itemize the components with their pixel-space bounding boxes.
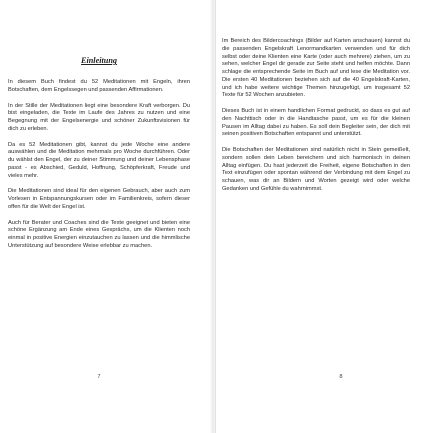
right-paragraph-2: Dieses Buch ist in einem handlichen Format gedruckt, so dass es gut auf den Nachttisch oder in die Handtasche passt, um es für die kleinen Pausen im Alltag dabei zu haben. Es soll dein Begleiter sein, der dich mit seinen positiven Botschaften entspannt und unterstützt. [222,108,410,138]
left-paragraph-1: In diesem Buch findest du 52 Meditationen mit Engeln, ihren Botschaften, dem Engelssegen und passenden Affirmationen. [8,79,190,93]
page-title: Einleitung [81,56,117,65]
right-paragraph-3: Die Botschaften der Meditationen sind natürlich nicht in Stein gemeißelt, sondern sollen dein Leben bereichern und sich harmonisch in deinen Alltag einfügen. Du hast jederzeit die Freiheit, eigene Botschaften in den Text einzufügen oder spontan während der Verbindung mit dem Engel zu schauen, was dir an Bildern und Worten gezeigt wird oder welche Gedanken und Gefühle du wahrnimmst. [222,147,410,192]
left-page-number: 7 [97,374,101,380]
right-page-number: 8 [339,374,343,380]
right-paragraph-1: Im Bereich des Bildercoachings (Bilder auf Karten anschauen) kannst du die passenden Engelskraft Lenormandkarten verwenden und für dich selbst oder deine Klienten eine Karte (oder auch mehrere) ziehen, um zu sehen, welcher Engel dir gerade zur Seite steht und helfen möchte. Dann schlage die entsprechende Seite im Buch auf und lese die Meditation vor. Die ersten 40 Meditationen beziehen sich auf die 40 Engelskraft-Karten, und ich habe weitere wichtige Themen hinzugefügt, um insgesamt 52 Texte für 52 Wochen anzubieten. [222,38,410,99]
left-paragraph-4: Die Meditationen sind ideal für den eigenen Gebrauch, aber auch zum Vorlesen in Entspannungskursen oder im Familienkreis, sofern dieser offen für die Welt der Engel ist. [8,188,190,210]
left-paragraph-3: Da es 52 Meditationen gibt, kannst du jede Woche eine andere auswählen und die Meditation mehrmals pro Woche durchführen. Oder du wählst den Engel, der zu deiner Stimmung und deiner Lebensphase passt - es Abschied, Geduld, Hoffnung, Schöpferkraft, Freude und vieles mehr. [8,141,190,179]
left-paragraph-5: Auch für Berater und Coaches sind die Texte geeignet und bieten eine schöne Ergänzung am Ende eines Gesprächs, um die Klienten noch einmal in positive Energien einzutauchen zu lassen und die himmlische Unterstützung auf besondere Weise erlebbar zu machen. [8,219,190,249]
left-paragraph-2: In der Stille der Meditationen liegt eine besondere Kraft verborgen. Du bist eingeladen, die Texte im Laufe des Jahres zu nutzen und eine Begegnung mit der Engelsenergie und schöner Zukunftsvisionen für dich zu erleben. [8,102,190,132]
right-page [222,38,410,202]
left-page [8,38,190,259]
book-gutter-line [215,0,216,433]
